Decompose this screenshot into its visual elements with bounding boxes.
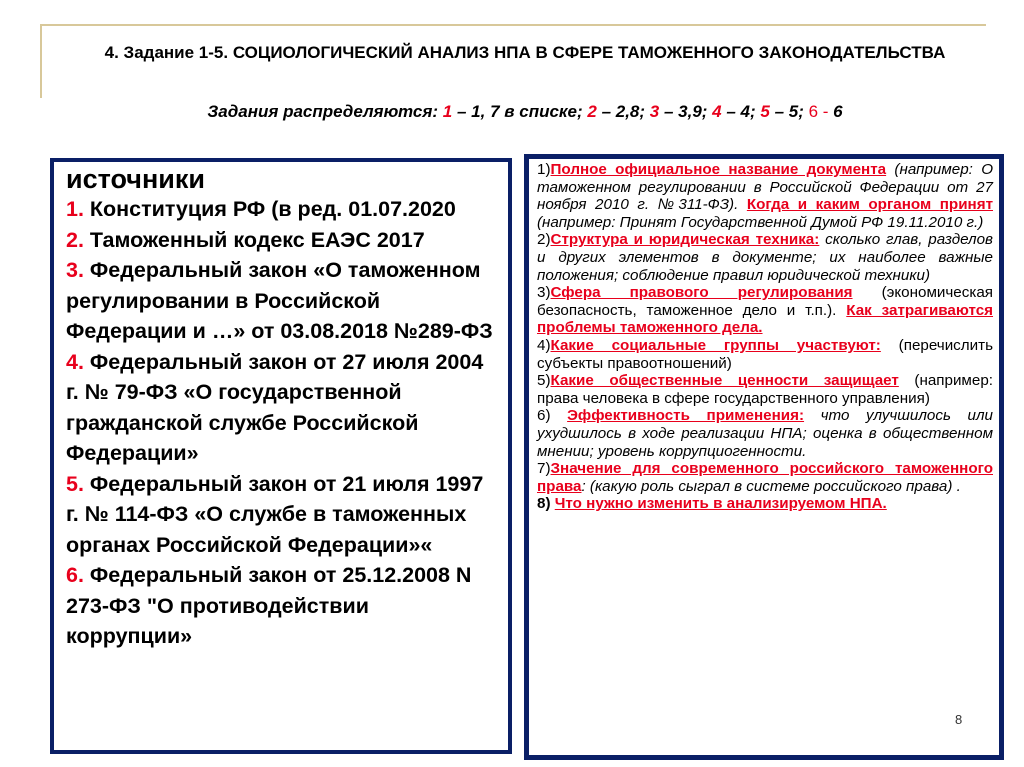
criterion-heading: Полное официальное название документа [550,161,887,178]
source-number: 1. [66,197,84,221]
sources-panel [50,158,512,754]
task-number: 4 [712,102,722,121]
slide-title: 4. Задание 1-5. СОЦИОЛОГИЧЕСКИЙ АНАЛИЗ НПА В СФЕРЕ ТАМОЖЕННОГО ЗАКОНОДАТЕЛЬСТВА [104,43,946,62]
source-number: 4. [66,349,84,374]
criterion-text: сколько глав, разделов и других элементов в документе; их наиболее важные положения; соблюдение правил юридической техники) [537,231,993,284]
criterion-heading: Сфера правового регулирования [550,284,853,302]
criterion-heading: Как затрагиваются проблемы таможенного дела. [537,301,994,337]
source-text: Федеральный закон от 27 июля 2004 г. № 79-ФЗ «О государственной гражданской службе Российской Федерации» [66,349,484,465]
task-distribution-prefix: Задания распределяются: [207,102,443,121]
task-distribution [50,100,1000,124]
criterion-text: (перечислить субъекты правоотношений) [537,336,993,372]
criterion-number: 1) [537,161,551,178]
criterion-heading: Какие социальные группы участвуют: [550,336,881,354]
source-text: Таможенный кодекс ЕАЭС 2017 [83,227,425,252]
source-item [66,255,498,347]
task-number: 3 [649,102,660,121]
criterion-heading: Значение для современного российского таможенного права [537,460,993,495]
criterion-item [537,460,993,495]
task-number: 1 [442,102,453,121]
criterion-number: 2) [537,231,551,249]
task-assignment: – 3,9; [659,102,713,121]
frame-top-line [40,24,986,26]
criterion-heading: Какие общественные ценности защищает [550,372,899,390]
sources-heading: источники [66,164,205,194]
criterion-heading: Что нужно изменить в анализируемом НПА. [554,495,887,513]
criterion-heading: Структура и юридическая техника: [550,231,820,249]
criterion-text: (например: права человека в сфере государственного управления) [537,372,993,407]
source-text: Конституция РФ (в ред. 01.07.2020 [83,197,456,221]
criterion-number: 4) [537,336,551,354]
source-item [66,194,498,225]
source-number: 5. [66,471,84,496]
source-text: Федеральный закон от 25.12.2008 N 273-ФЗ "О противодействии коррупции» [66,563,472,648]
source-text: Федеральный закон от 21 июля 1997 г. № 114-ФЗ «О службе в таможенных органах Российской Федерации»« [66,471,484,557]
source-number: 2. [66,227,84,252]
task-assignment: – 4; [721,102,761,121]
criterion-number: 3) [537,284,551,302]
criterion-item [537,231,993,284]
source-number: 3. [66,258,84,282]
criterion-item [537,337,993,372]
criterion-text: что улучшилось или ухудшилось в ходе реализации НПА; оценка в общественном мнении; уровень коррупциогенности. [537,407,993,460]
criterion-item [537,284,993,337]
criterion-item [537,407,993,460]
task-assignment: 6 [833,102,843,121]
criterion-item [537,161,993,231]
source-item [66,347,498,469]
task-number: 6 - [808,102,834,121]
criterion-number: 8) [537,495,555,513]
page-number: 8 [955,712,963,727]
criterion-text: : (какую роль сыграл в системе российского права) . [581,477,961,495]
source-number: 6. [66,563,84,587]
frame-left-line [40,24,42,98]
source-item [66,225,498,256]
criterion-number: 5) [537,372,551,390]
criterion-text: (экономическая безопасность, таможенное дело и т.п.). [537,284,993,319]
criterion-number: 7) [537,460,551,478]
source-item [66,469,498,561]
source-item [66,560,498,652]
criterion-item [537,372,993,407]
task-assignment: – 2,8; [596,102,650,121]
task-assignment: – 5; [769,102,809,121]
analysis-criteria-panel [524,154,1004,760]
task-assignment: – 1, 7 в списке; [452,102,588,121]
criterion-item [537,495,993,513]
criterion-text: (например: Принят Государственной Думой РФ 19.11.2010 г.) [537,213,984,231]
criterion-number: 6) [537,407,568,425]
task-number: 2 [587,102,597,121]
criterion-heading: Когда и каким органом принят [746,196,994,214]
criterion-text: (например: О таможенном регулировании в Российской Федерации от 27 ноября 2010 г. №311-ФЗ). [537,161,994,214]
source-text: Федеральный закон «О таможенном регулировании в Российской Федерации и …» от 03.08.2018 №289-ФЗ [66,258,493,343]
task-number: 5 [760,102,770,121]
criterion-heading: Эффективность применения: [567,407,805,425]
